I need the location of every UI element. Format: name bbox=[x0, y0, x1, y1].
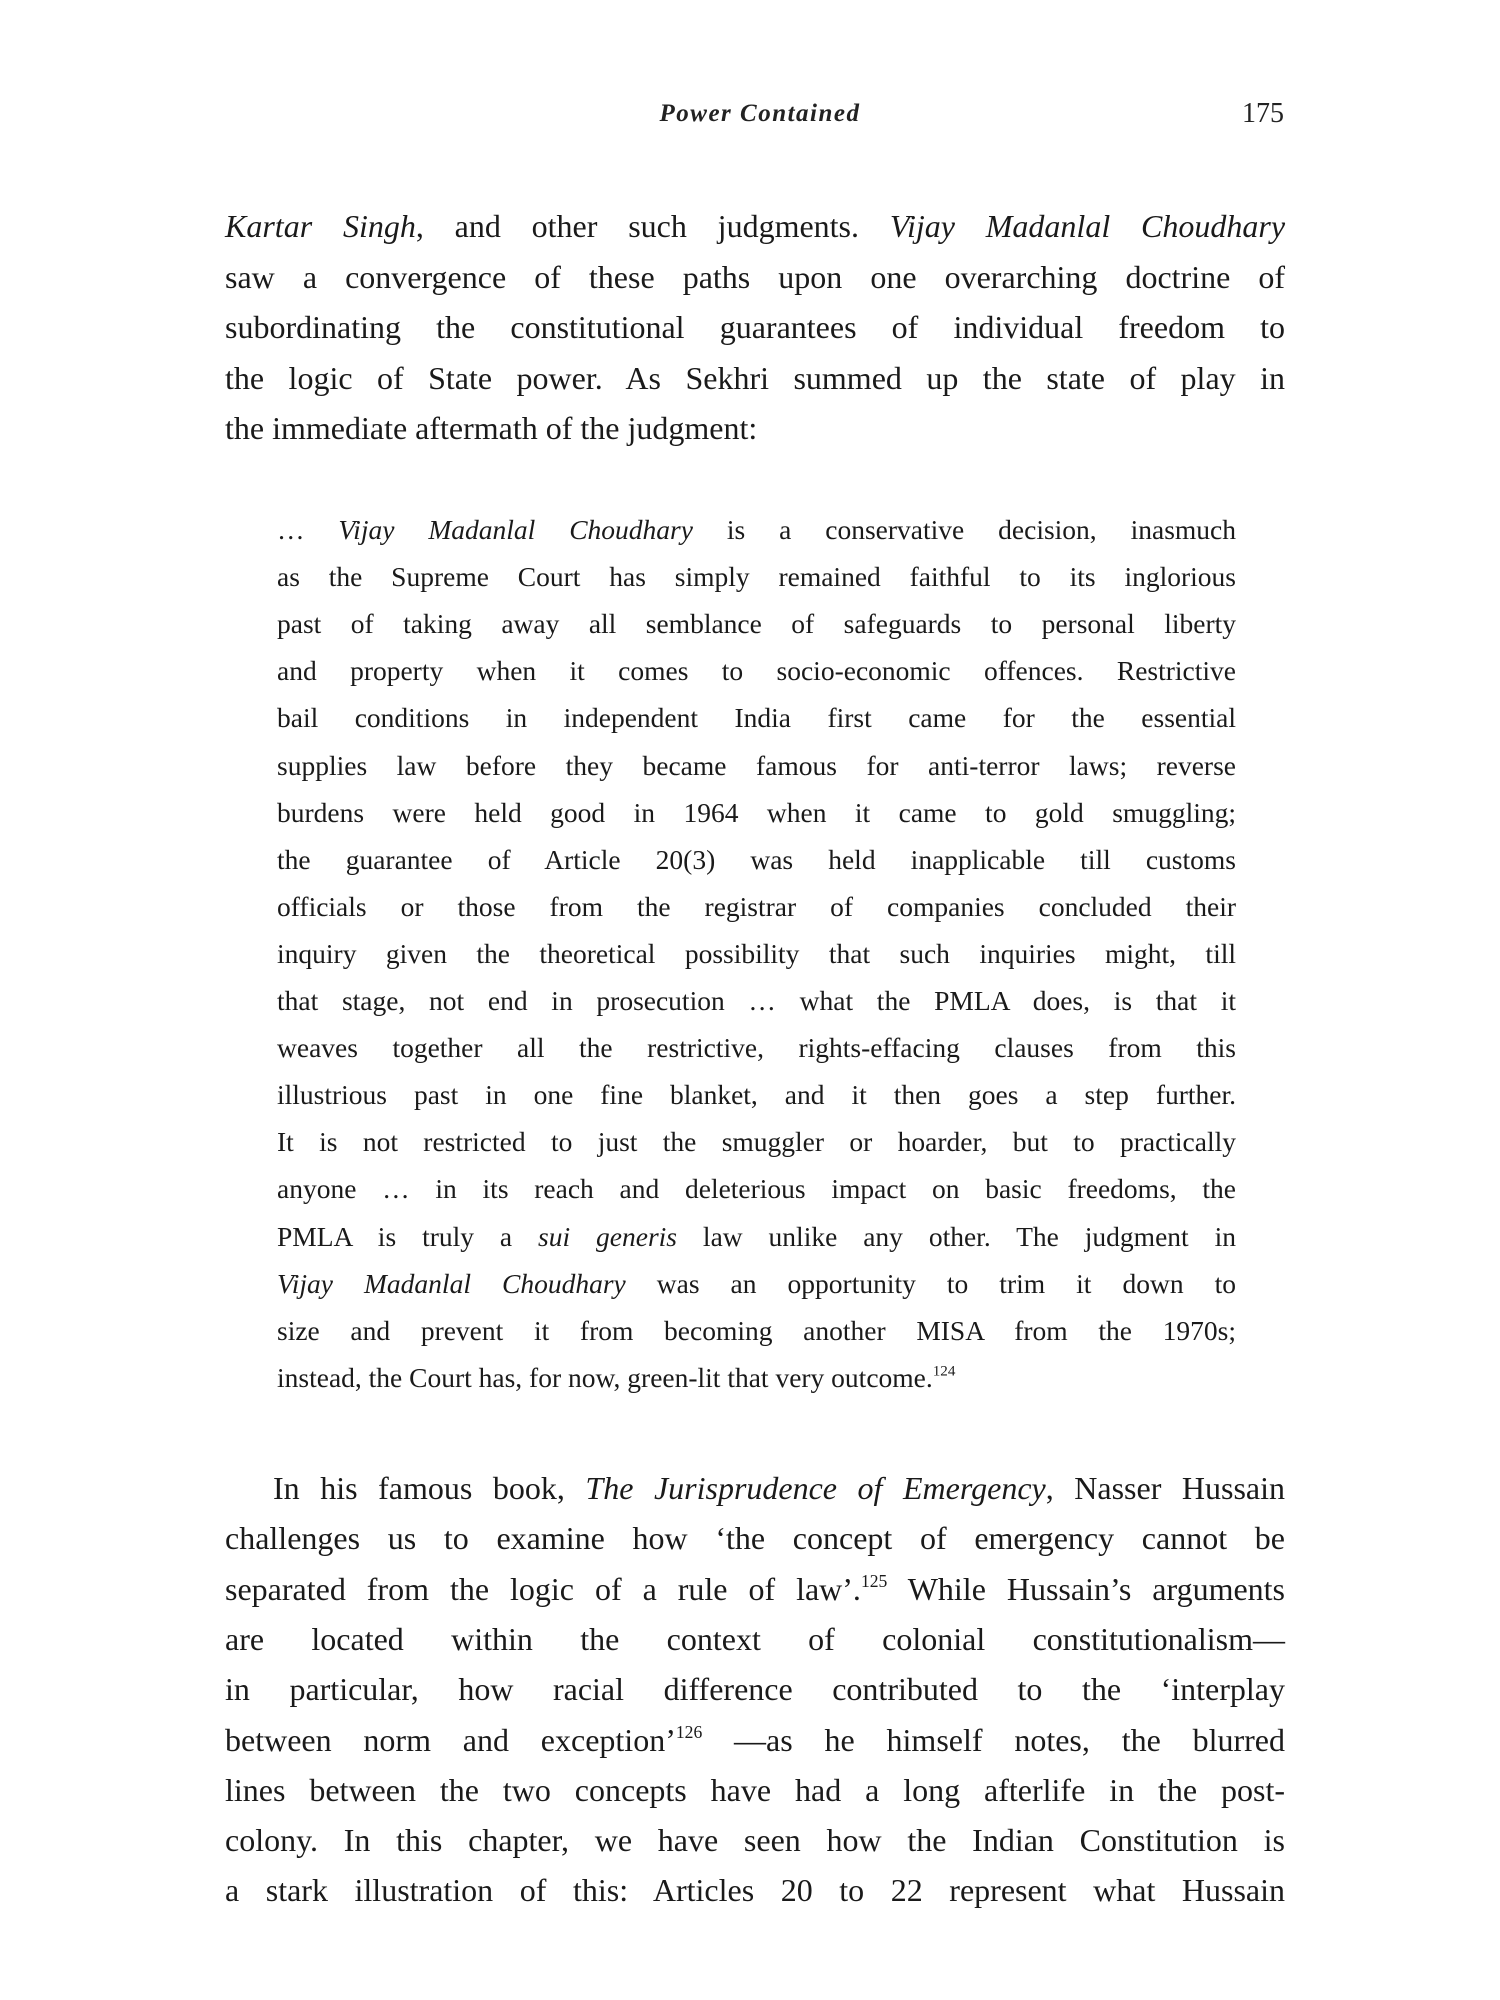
text-run: —as he himself notes, the blurred bbox=[702, 1721, 1285, 1758]
text-run: as the Supreme Court has simply remained faithful to its inglorious bbox=[277, 561, 1236, 593]
text-run: bail conditions in independent India first came for the essential bbox=[277, 702, 1236, 734]
text-run: illustrious past in one fine blanket, and it then goes a step further. bbox=[277, 1079, 1236, 1111]
italic-text: Vijay Madanlal Choudhary bbox=[338, 514, 693, 545]
italic-text: Kartar Singh bbox=[225, 208, 416, 244]
italic-text: Vijay Madanlal Choudhary bbox=[889, 208, 1286, 244]
paragraph-line bbox=[225, 1470, 1285, 1507]
quote-line bbox=[277, 1126, 1236, 1158]
paragraph-line bbox=[225, 1520, 1285, 1557]
text-run: that stage, not end in prosecution … what the PMLA does, is that it bbox=[277, 985, 1236, 1016]
quote-line bbox=[277, 844, 1236, 876]
text-run: size and prevent it from becoming another MISA from the 1970s; bbox=[277, 1314, 1236, 1346]
text-run: are located within the context of colonial constitutionalism— bbox=[225, 1620, 1285, 1657]
text-run: and property when it comes to socio-economic offences. Restrictive bbox=[277, 655, 1236, 687]
quote-line bbox=[277, 1268, 1236, 1300]
text-run: lines between the two concepts have had a long afterlife in the post- bbox=[225, 1771, 1285, 1808]
text-run: the guarantee of Article 20(3) was held inapplicable till customs bbox=[277, 843, 1236, 875]
quote-line bbox=[277, 1032, 1236, 1064]
text-run: saw a convergence of these paths upon one overarching doctrine of bbox=[225, 258, 1285, 295]
text-run: … bbox=[277, 514, 339, 545]
paragraph-line bbox=[225, 309, 1285, 346]
quote-line bbox=[277, 797, 1236, 829]
paragraph-line bbox=[225, 1772, 1285, 1809]
paragraph-line bbox=[225, 1671, 1285, 1708]
quote-line bbox=[277, 985, 1236, 1017]
footnote-ref: 124 bbox=[932, 1363, 956, 1380]
text-run: weaves together all the restrictive, rights-effacing clauses from this bbox=[277, 1032, 1236, 1064]
text-run: colony. In this chapter, we have seen how the Indian Constitution is bbox=[225, 1822, 1285, 1859]
text-run: anyone … in its reach and deleterious impact on basic freedoms, the bbox=[277, 1173, 1236, 1205]
footnote-ref: 125 bbox=[860, 1570, 888, 1591]
paragraph-line bbox=[225, 1571, 1285, 1608]
text-run: between norm and exception’ bbox=[225, 1721, 676, 1758]
quote-line bbox=[277, 514, 1236, 546]
paragraph-line bbox=[225, 1872, 1285, 1909]
quote-line bbox=[277, 1362, 1236, 1394]
italic-text: sui generis bbox=[538, 1220, 678, 1252]
running-head-title: Power Contained bbox=[659, 100, 861, 127]
text-run: the logic of State power. As Sekhri summed up the state of play in bbox=[225, 359, 1285, 396]
text-run: the immediate aftermath of the judgment: bbox=[225, 410, 758, 446]
paragraph-line bbox=[225, 208, 1285, 245]
text-run: , Nasser Hussain bbox=[1045, 1470, 1285, 1506]
text-run: a stark illustration of this: Articles 20 to 22 represent what Hussain bbox=[225, 1872, 1285, 1909]
text-run: inquiry given the theoretical possibility that such inquiries might, till bbox=[277, 937, 1236, 969]
quote-line bbox=[277, 608, 1236, 640]
quote-line bbox=[277, 1221, 1236, 1253]
text-run: subordinating the constitutional guarantees of individual freedom to bbox=[225, 309, 1285, 345]
paragraph-line bbox=[225, 1621, 1285, 1658]
quote-line bbox=[277, 1315, 1236, 1347]
quote-line bbox=[277, 655, 1236, 687]
quote-line bbox=[277, 1173, 1236, 1205]
quote-line bbox=[277, 1079, 1236, 1111]
text-run: supplies law before they became famous for anti-terror laws; reverse bbox=[277, 749, 1236, 781]
italic-text: Vijay Madanlal Choudhary bbox=[277, 1267, 626, 1299]
paragraph-line bbox=[225, 259, 1285, 296]
text-run: separated from the logic of a rule of law’. bbox=[225, 1570, 861, 1607]
quote-line bbox=[277, 938, 1236, 970]
paragraph-line bbox=[225, 360, 1285, 397]
text-run: PMLA is truly a bbox=[277, 1220, 539, 1252]
quote-line bbox=[277, 750, 1236, 782]
text-run: It is not restricted to just the smuggler or hoarder, but to practically bbox=[277, 1126, 1236, 1158]
paragraph-line bbox=[225, 410, 1285, 447]
text-run: While Hussain’s arguments bbox=[887, 1570, 1286, 1607]
text-run: challenges us to examine how ‘the concept of emergency cannot be bbox=[225, 1520, 1285, 1557]
text-run: past of taking away all semblance of safeguards to personal liberty bbox=[277, 608, 1236, 640]
quote-line bbox=[277, 891, 1236, 923]
text-run: burdens were held good in 1964 when it came to gold smuggling; bbox=[277, 796, 1236, 828]
quote-line bbox=[277, 561, 1236, 593]
text-run: , and other such judgments. bbox=[415, 208, 890, 244]
italic-text: The Jurisprudence of Emergency bbox=[585, 1470, 1046, 1506]
page-number: 175 bbox=[1242, 98, 1284, 129]
text-run: officials or those from the registrar of companies concluded their bbox=[277, 890, 1236, 922]
text-run: in particular, how racial difference contributed to the ‘interplay bbox=[225, 1671, 1285, 1708]
text-run: In his famous book, bbox=[273, 1470, 586, 1506]
text-run: law unlike any other. The judgment in bbox=[677, 1220, 1236, 1252]
text-run: was an opportunity to trim it down to bbox=[625, 1267, 1236, 1299]
quote-line bbox=[277, 702, 1236, 734]
text-run: is a conservative decision, inasmuch bbox=[692, 514, 1236, 545]
paragraph-line bbox=[225, 1722, 1285, 1759]
text-run: instead, the Court has, for now, green-lit that very outcome. bbox=[277, 1361, 933, 1393]
footnote-ref: 126 bbox=[675, 1721, 703, 1742]
paragraph-line bbox=[225, 1822, 1285, 1859]
